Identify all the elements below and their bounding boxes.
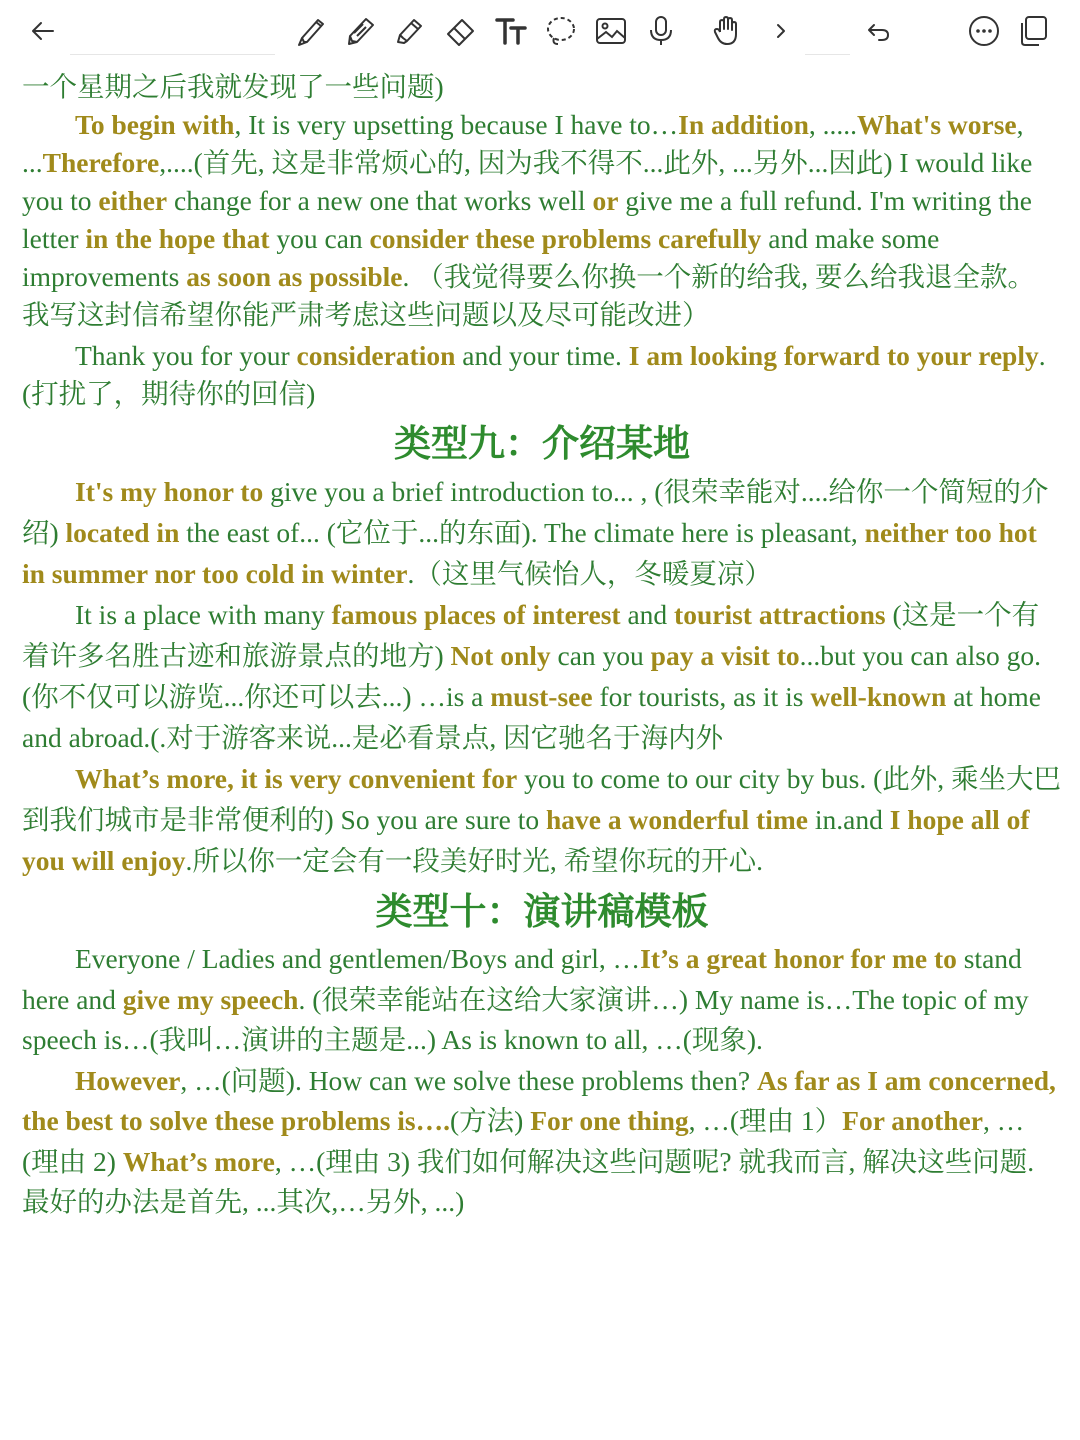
text-run: and your time. (455, 340, 629, 371)
paragraph-complaint-closing (22, 337, 1062, 413)
text-run: (这是一个有着许多名胜古迹和旅游景点的地方) (22, 599, 1040, 671)
keyword-phrase: It's my honor to (75, 476, 264, 507)
text-run: Everyone / Ladies and gentlemen/Boys and girl, … (75, 943, 641, 974)
paragraph-place-attractions (22, 594, 1062, 758)
text-run: in.and (807, 804, 890, 835)
keyword-phrase: give my speech (122, 983, 299, 1015)
lasso-select-icon[interactable] (540, 10, 582, 52)
hand-icon[interactable] (706, 10, 748, 52)
keyword-phrase: as soon as possible (186, 261, 403, 292)
text-run: .所以你一定会有一段美好时光, 希望你玩的开心. (185, 845, 763, 876)
keyword-phrase: To begin with (75, 109, 235, 140)
text-run: and make some improvements (22, 223, 940, 292)
paragraph-complaint-end (22, 68, 1062, 106)
text-run: .（这里气候怡人，冬暖夏凉） (407, 558, 772, 589)
keyword-phrase: It’s a great honor for me to (640, 943, 957, 974)
text-run: , …(理由 3) 我们如何解决这些问题呢? 就我而言, 解决这些问题. 最好的办法是首先, ...其次,…另外, ...) (22, 1145, 1035, 1217)
keyword-phrase: Not only (450, 640, 551, 671)
paragraph-complaint-body (22, 106, 1062, 334)
back-arrow-icon[interactable] (22, 10, 64, 52)
keyword-phrase: What’s more, it is very convenient for (75, 763, 518, 794)
text-run: give me a full refund. I'm writing the letter (22, 185, 1032, 254)
paragraph-place-intro (22, 471, 1062, 594)
keyword-phrase: However (75, 1064, 181, 1096)
text-run: stand here and (22, 943, 1022, 1015)
keyword-phrase: must-see (490, 681, 593, 712)
text-run: 一个星期之后我就发现了一些问题) (22, 71, 444, 102)
text-run: at home and abroad.(.对于游客来说...是必看景点, 因它驰名于海内外 (22, 681, 1042, 753)
pencil-icon[interactable] (341, 10, 383, 52)
text-run: , It is very upsetting because I have to… (234, 109, 679, 140)
paragraph-place-transport (22, 758, 1062, 881)
text-run: . (很荣幸能站在这给大家演讲…) My name is…The topic of my speech is…(我叫…演讲的主题是...) As is known to all, …(现象). (22, 983, 1029, 1055)
toolbar-divider-right (805, 54, 850, 55)
keyword-phrase: neither too hot in summer nor too cold in winter (22, 517, 1037, 589)
text-icon[interactable] (490, 10, 532, 52)
paragraph-speech-solutions (22, 1061, 1062, 1223)
highlighter-icon[interactable] (390, 10, 432, 52)
text-run: It is a place with many (75, 599, 332, 630)
keyword-phrase: Therefore (42, 147, 160, 178)
copy-icon[interactable] (1013, 10, 1055, 52)
keyword-phrase: In addition (678, 109, 809, 140)
toolbar-divider-left (70, 54, 275, 55)
text-run: for tourists, as it is (592, 681, 811, 712)
pen-icon[interactable] (292, 10, 334, 52)
text-run: can you (550, 640, 651, 671)
keyword-phrase: What's worse (857, 109, 1017, 140)
text-run: change for a new one that works well (167, 185, 593, 216)
undo-icon[interactable] (858, 10, 900, 52)
section-heading-type-10: 类型十：演讲稿模板 (375, 890, 709, 933)
text-run: the east of... (它位于...的东面). The climate here is pleasant, (179, 517, 865, 548)
paragraph-speech-opening (22, 939, 1062, 1061)
text-run: , … (理由 2) (22, 1105, 1025, 1177)
more-icon[interactable] (963, 10, 1005, 52)
keyword-phrase: I hope all of you will enjoy (22, 804, 1030, 876)
keyword-phrase: What’s more (122, 1145, 275, 1177)
keyword-phrase: consideration (296, 340, 456, 371)
keyword-phrase: either (98, 185, 168, 216)
keyword-phrase: famous places of interest (331, 599, 621, 630)
keyword-phrase: have a wonderful time (545, 804, 808, 835)
note-toolbar (0, 0, 1080, 62)
section-heading-type-9: 类型九：介绍某地 (394, 422, 690, 465)
keyword-phrase: located in (65, 517, 180, 548)
text-run: . (打扰了，期待你的回信) (22, 340, 1046, 409)
keyword-phrase: in the hope that (85, 223, 270, 254)
keyword-phrase: As far as I am concerned, the best to solve these problems is…. (22, 1064, 1056, 1136)
keyword-phrase: For another (842, 1105, 983, 1136)
text-run: give you a brief introduction to... , (很荣幸能对....给你一个简短的介绍) (22, 476, 1049, 548)
keyword-phrase: or (592, 185, 619, 216)
text-run: , …(问题). How can we solve these problems then? (180, 1064, 757, 1096)
text-run: you can (269, 223, 370, 254)
text-run: ,....(首先, 这是非常烦心的, 因为我不得不...此外, ...另外...因此) I would like you to (22, 147, 1033, 216)
text-run: , …(理由 1） (688, 1105, 843, 1136)
chevron-right-icon[interactable] (760, 10, 802, 52)
text-run: ...but you can also go. (你不仅可以游览...你还可以去...) …is a (22, 640, 1041, 712)
text-run: and (620, 599, 675, 630)
text-run: . （我觉得要么你换一个新的给我, 要么给我退全款。我写这封信希望你能严肃考虑这些问题以及尽可能改进） (22, 261, 1035, 330)
keyword-phrase: consider these problems carefully (369, 223, 762, 254)
text-run: , ..... (808, 109, 857, 140)
keyword-phrase: tourist attractions (674, 599, 886, 630)
text-run: , ... (22, 109, 1024, 178)
keyword-phrase: well-known (810, 681, 947, 712)
microphone-icon[interactable] (640, 10, 682, 52)
image-icon[interactable] (590, 10, 632, 52)
keyword-phrase: I am looking forward to your reply (628, 340, 1039, 371)
eraser-icon[interactable] (440, 10, 482, 52)
text-run: (方法) (450, 1105, 531, 1136)
keyword-phrase: pay a visit to (650, 640, 800, 671)
text-run: Thank you for your (75, 340, 297, 371)
keyword-phrase: For one thing (530, 1105, 689, 1136)
note-content (22, 68, 1062, 1223)
text-run: you to come to our city by bus. (此外, 乘坐大巴到我们城市是非常便利的) So you are sure to (22, 763, 1062, 835)
